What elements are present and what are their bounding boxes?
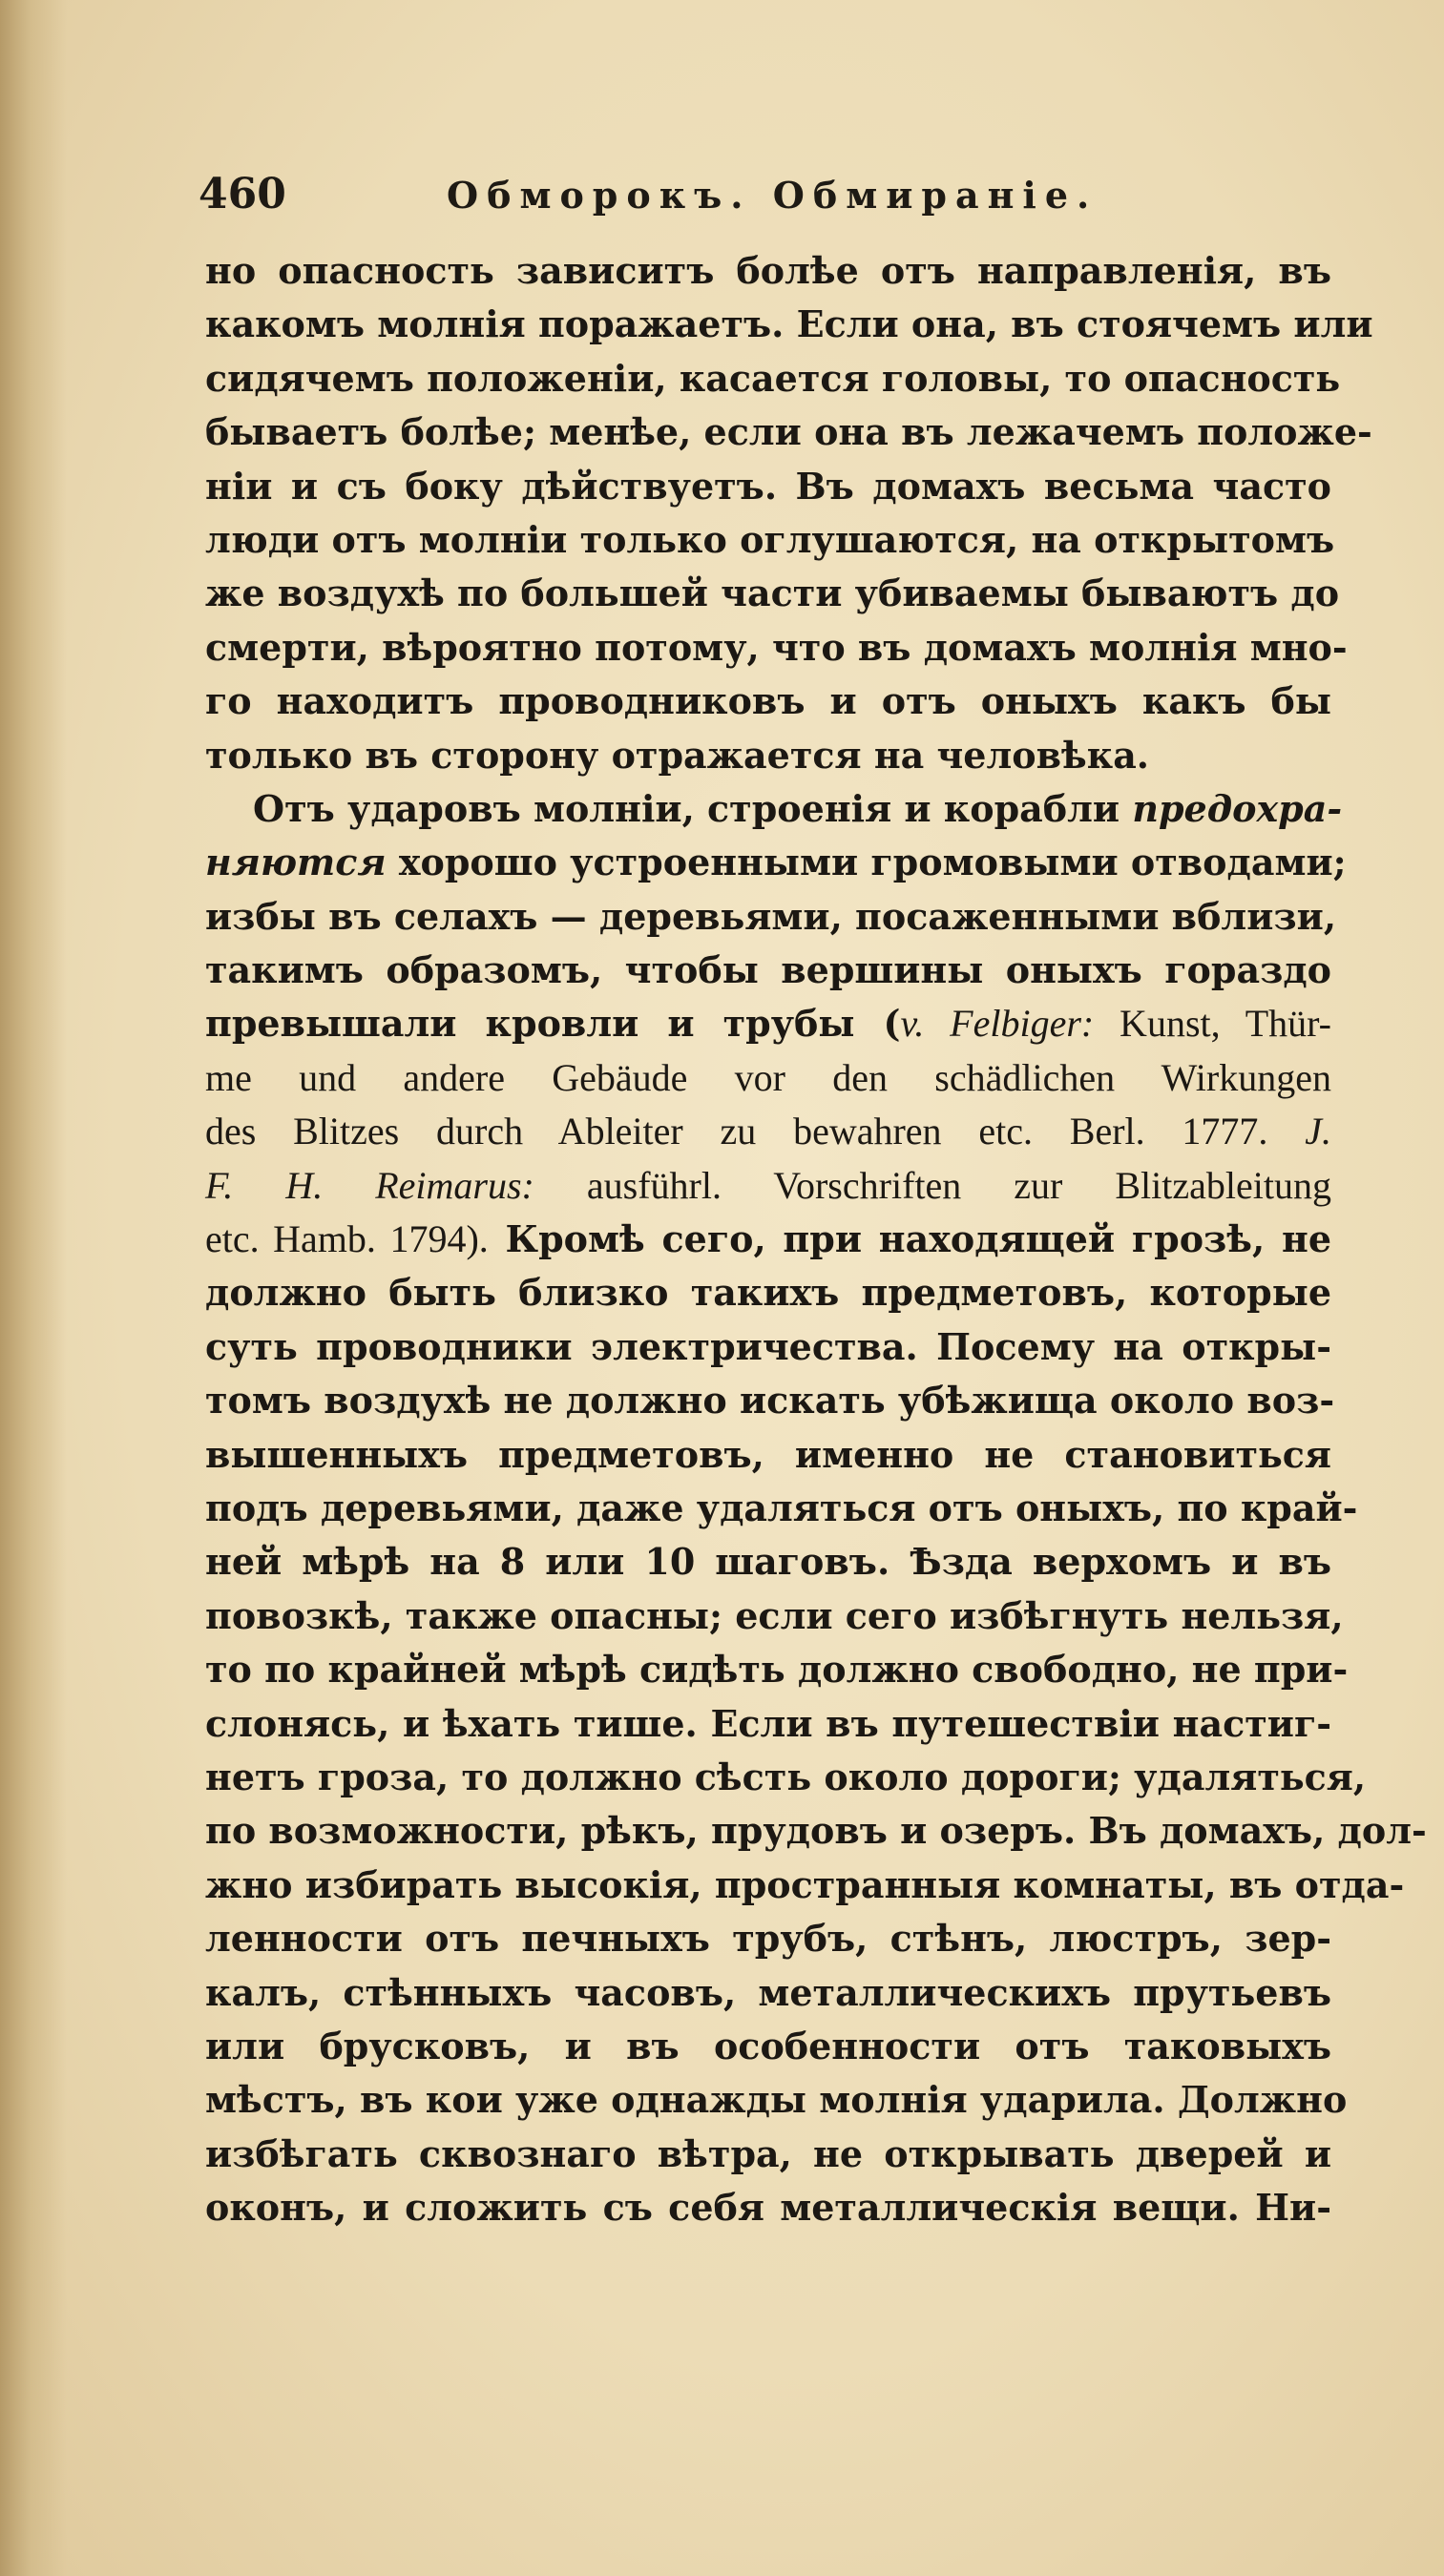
text-line: избы въ селахъ — деревьями, посаженными вблизи, xyxy=(205,894,1337,938)
text-line: или брусковъ, и въ особенности отъ таковыхъ xyxy=(205,2024,1331,2067)
text-line: me und andere Gebäude vor den schädlichen Wirkungen xyxy=(205,1055,1331,1099)
text-run: Отъ ударовъ молнiи, строенiя и корабли xyxy=(253,786,1133,830)
text-line: какомъ молнiя поражаетъ. Если она, въ стоячемъ или xyxy=(205,302,1373,346)
page-header xyxy=(199,162,1099,229)
latin-run: etc. Hamb. 1794). xyxy=(205,1217,489,1261)
text-line: подъ деревьями, даже удаляться отъ оныхъ, по край- xyxy=(205,1485,1358,1529)
text-line: нiи и съ боку дѣйствуетъ. Въ домахъ весьма часто xyxy=(205,464,1331,508)
text-line: жно избирать высокiя, пространныя комнаты, въ отда- xyxy=(205,1862,1405,1906)
text-line: оконъ, и сложить съ себя металлическiя вещи. Ни- xyxy=(205,2186,1331,2230)
text-line xyxy=(205,997,1331,1050)
text-run: Кромѣ сего, при находящей грозѣ, не xyxy=(488,1217,1331,1261)
text-line xyxy=(205,836,1347,889)
body-text xyxy=(205,244,1427,2234)
italic-run: v. Felbiger: xyxy=(900,1002,1095,1046)
text-line: вышенныхъ предметовъ, именно не становиться xyxy=(205,1432,1331,1476)
latin-run: Kunst, Thür- xyxy=(1094,1002,1332,1046)
text-line: томъ воздухѣ не должно искать убѣжища около воз- xyxy=(205,1379,1335,1423)
italic-run: F. H. Reimarus: xyxy=(205,1163,534,1207)
text-line: калъ, стѣнныхъ часовъ, металлическихъ прутьевъ xyxy=(205,1970,1331,2014)
italic-run: J. xyxy=(1267,1110,1331,1153)
page-gutter-shadow xyxy=(0,0,67,2576)
text-run: превышали кровли и трубы ( xyxy=(205,1002,901,1046)
text-line: по возможности, рѣкъ, прудовъ и озеръ. Въ домахъ, дол- xyxy=(205,1809,1427,1853)
text-line: ней мѣрѣ на 8 или 10 шаговъ. Ѣзда верхомъ и въ xyxy=(205,1540,1331,1584)
paragraph-2 xyxy=(205,782,1427,2235)
running-title: Обморокъ. Обмиранiе. xyxy=(447,174,1099,217)
text-line xyxy=(205,1213,1331,1266)
text-run: хорошо устроенными громовыми отводами; xyxy=(386,841,1347,884)
text-line: ленности отъ печныхъ трубъ, стѣнъ, люстръ, зер- xyxy=(205,1917,1331,1961)
latin-run: ausführl. Vorschriften zur Blitzableitung xyxy=(534,1163,1331,1207)
text-line: избѣгать сквознаго вѣтра, не открывать дверей и xyxy=(205,2131,1331,2175)
text-line: то по крайней мѣрѣ сидѣть должно свободно, не при- xyxy=(205,1648,1349,1692)
text-line: го находитъ проводниковъ и отъ оныхъ какъ бы xyxy=(205,679,1331,723)
text-line: но опасность зависитъ болѣе отъ направленiя, въ xyxy=(205,249,1331,292)
text-line: люди отъ молнiи только оглушаются, на открытомъ xyxy=(205,517,1335,561)
text-line xyxy=(205,1105,1331,1158)
text-line: смерти, вѣроятно потому, что въ домахъ молнiя мно- xyxy=(205,625,1348,669)
text-line: повозкѣ, также опасны; если сего избѣгнуть нельзя, xyxy=(205,1593,1344,1637)
text-line: нетъ гроза, то должно сѣсть около дороги; удаляться, xyxy=(205,1755,1367,1798)
text-line: только въ сторону отражается на человѣка. xyxy=(205,733,1150,777)
text-line: такимъ образомъ, чтобы вершины оныхъ гораздо xyxy=(205,948,1331,992)
latin-run: des Blitzes durch Ableiter zu bewahren etc. Berl. 1777. xyxy=(205,1110,1268,1153)
italic-run: няются xyxy=(205,841,387,884)
text-line: мѣстъ, въ кои уже однажды молнiя ударила. Должно xyxy=(205,2078,1348,2122)
text-line: сидячемъ положенiи, касается головы, то опасность xyxy=(205,356,1341,400)
text-line: суть проводники электричества. Посему на откры- xyxy=(205,1324,1331,1368)
text-line: должно быть близко такихъ предметовъ, которые xyxy=(205,1271,1331,1315)
italic-run: предохра- xyxy=(1132,786,1343,830)
text-line: слонясь, и ѣхать тише. Если въ путешествiи настиг- xyxy=(205,1701,1331,1745)
text-line: бываетъ болѣе; менѣе, если она въ лежачемъ положе- xyxy=(205,410,1372,454)
text-line: же воздухѣ по большей части убиваемы бываютъ до xyxy=(205,571,1340,615)
text-line xyxy=(205,1159,1331,1213)
text-line xyxy=(205,782,1343,836)
page-number: 460 xyxy=(199,170,286,218)
paragraph-1 xyxy=(205,244,1373,782)
